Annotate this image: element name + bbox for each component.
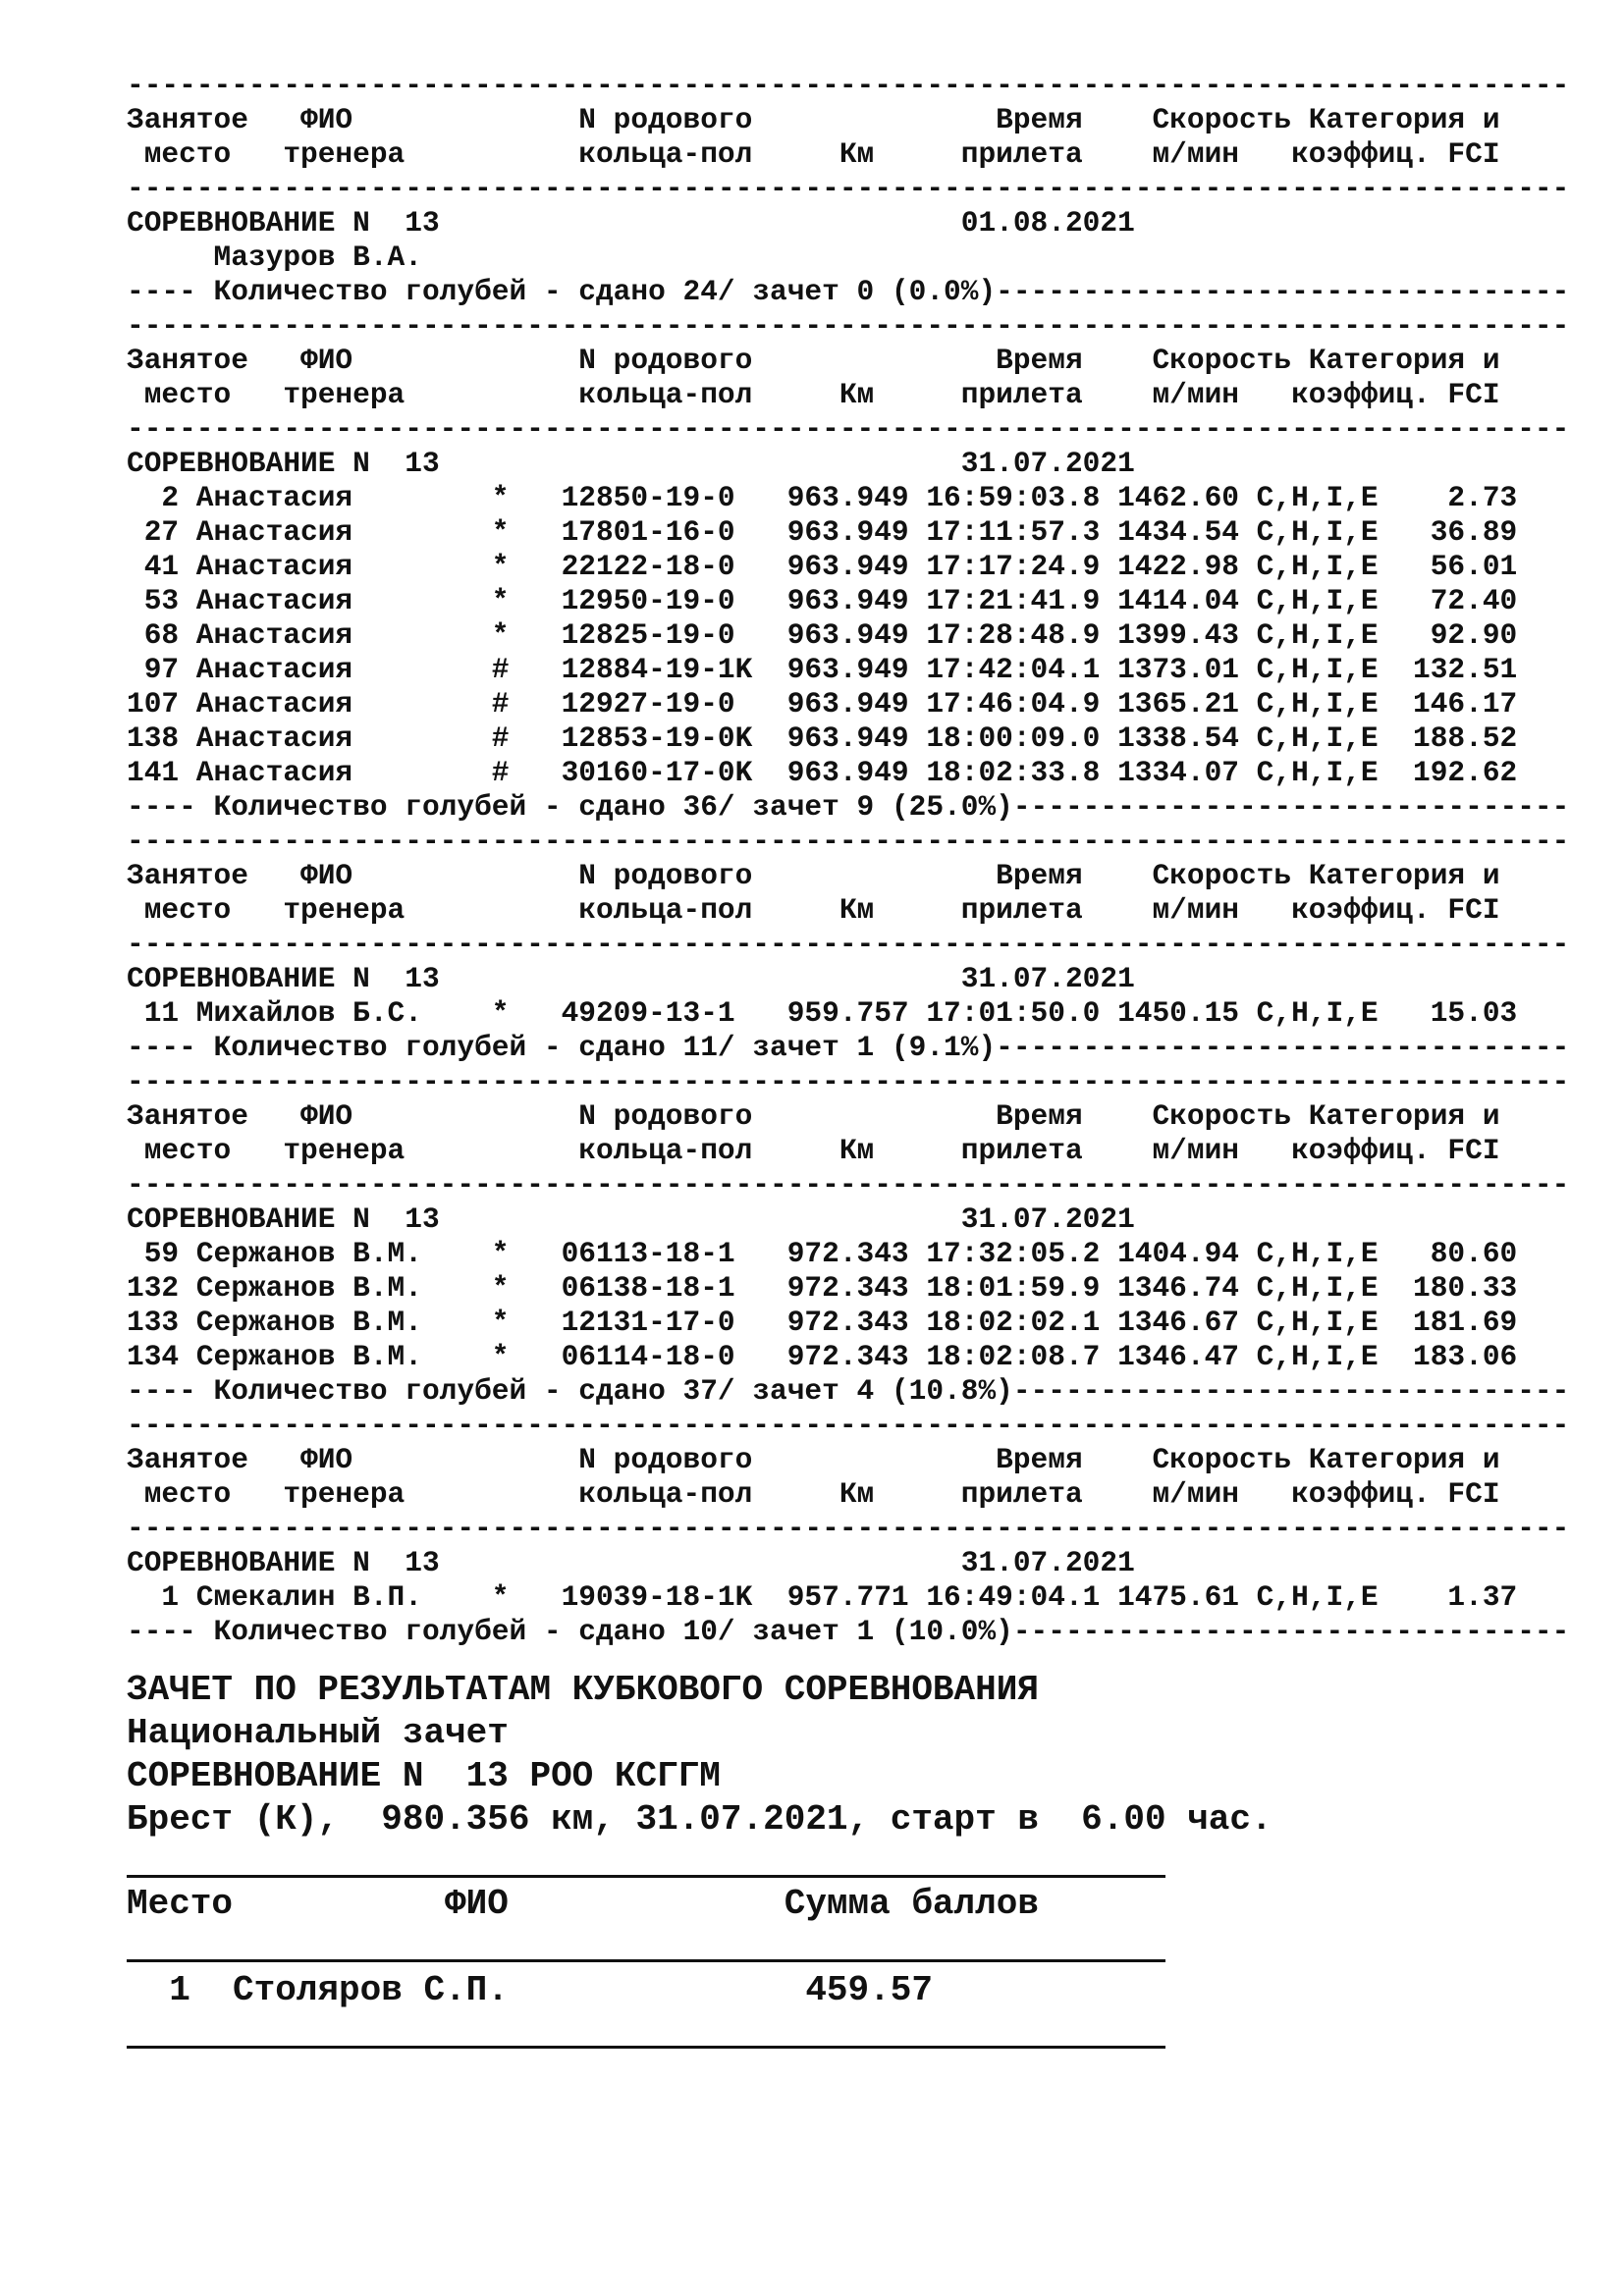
separator-line: ----------------------------------------------------------------------------------- — [127, 1512, 1570, 1545]
table-bottom-rule — [127, 2046, 1165, 2049]
column-header-line-1: Занятое ФИО N родового Время Скорость Категория и — [127, 103, 1500, 136]
pigeon-count-summary: ---- Количество голубей - сдано 24/ зачет 0 (0.0%)--------------------------------- — [127, 275, 1570, 308]
separator-line: ----------------------------------------------------------------------------------- — [127, 825, 1570, 858]
results-document — [127, 69, 1599, 1649]
pigeon-count-summary: ---- Количество голубей - сдано 37/ зачет 4 (10.8%)-------------------------------- — [127, 1374, 1570, 1408]
result-row: 68 Анастасия * 12825-19-0 963.949 17:28:48.9 1399.43 C,H,I,E 92.90 — [127, 618, 1518, 652]
column-header-line-2: место тренера кольца-пол Км прилета м/мин коэффиц. FCI — [127, 893, 1500, 927]
result-row: 59 Сержанов В.М. * 06113-18-1 972.343 17:32:05.2 1404.94 C,H,I,E 80.60 — [127, 1237, 1518, 1270]
column-header-line-2: место тренера кольца-пол Км прилета м/мин коэффиц. FCI — [127, 137, 1500, 171]
competition-line: СОРЕВНОВАНИЕ N 13 01.08.2021 — [127, 206, 1135, 240]
cup-summary — [127, 1669, 1272, 2097]
table-header-rule — [127, 1959, 1165, 1962]
competition-line: СОРЕВНОВАНИЕ N 13 31.07.2021 — [127, 447, 1135, 480]
result-row: 134 Сержанов В.М. * 06114-18-0 972.343 18:02:08.7 1346.47 C,H,I,E 183.06 — [127, 1340, 1518, 1373]
pigeon-count-summary: ---- Количество голубей - сдано 36/ зачет 9 (25.0%)-------------------------------- — [127, 790, 1570, 824]
result-row: 132 Сержанов В.М. * 06138-18-1 972.343 18:01:59.9 1346.74 C,H,I,E 180.33 — [127, 1271, 1518, 1305]
column-header-line-2: место тренера кольца-пол Км прилета м/мин коэффиц. FCI — [127, 378, 1500, 411]
column-header-line-1: Занятое ФИО N родового Время Скорость Категория и — [127, 1443, 1500, 1476]
column-header-line-1: Занятое ФИО N родового Время Скорость Категория и — [127, 344, 1500, 377]
cup-details: Брест (К), 980.356 км, 31.07.2021, старт в 6.00 час. — [127, 1799, 1272, 1840]
result-row: Мазуров В.А. — [127, 240, 422, 274]
pigeon-count-summary: ---- Количество голубей - сдано 11/ зачет 1 (9.1%)--------------------------------- — [127, 1031, 1570, 1064]
competition-line: СОРЕВНОВАНИЕ N 13 31.07.2021 — [127, 1546, 1135, 1579]
column-header-line-2: место тренера кольца-пол Км прилета м/мин коэффиц. FCI — [127, 1477, 1500, 1511]
separator-line: ----------------------------------------------------------------------------------- — [127, 928, 1570, 961]
separator-line: ----------------------------------------------------------------------------------- — [127, 1168, 1570, 1201]
result-row: 138 Анастасия # 12853-19-0K 963.949 18:00:09.0 1338.54 C,H,I,E 188.52 — [127, 721, 1518, 755]
separator-line: ----------------------------------------------------------------------------------- — [127, 309, 1570, 343]
cup-competition: СОРЕВНОВАНИЕ N 13 РОО КСГГМ — [127, 1756, 721, 1796]
separator-line: ----------------------------------------------------------------------------------- — [127, 69, 1570, 102]
separator-line: ----------------------------------------------------------------------------------- — [127, 1409, 1570, 1442]
result-row: 41 Анастасия * 22122-18-0 963.949 17:17:24.9 1422.98 C,H,I,E 56.01 — [127, 550, 1518, 583]
result-row: 2 Анастасия * 12850-19-0 963.949 16:59:03.8 1462.60 C,H,I,E 2.73 — [127, 481, 1518, 514]
result-row: 11 Михайлов Б.С. * 49209-13-1 959.757 17:01:50.0 1450.15 C,H,I,E 15.03 — [127, 996, 1518, 1030]
column-header-line-1: Занятое ФИО N родового Время Скорость Категория и — [127, 1099, 1500, 1133]
competition-line: СОРЕВНОВАНИЕ N 13 31.07.2021 — [127, 1202, 1135, 1236]
result-row: 53 Анастасия * 12950-19-0 963.949 17:21:41.9 1414.04 C,H,I,E 72.40 — [127, 584, 1518, 617]
cup-table-row: 1 Столяров С.П. 459.57 — [127, 1970, 933, 2010]
result-row: 27 Анастасия * 17801-16-0 963.949 17:11:57.3 1434.54 C,H,I,E 36.89 — [127, 515, 1518, 549]
cup-table-header: Место ФИО Сумма баллов — [127, 1884, 1039, 1924]
column-header-line-1: Занятое ФИО N родового Время Скорость Категория и — [127, 859, 1500, 892]
pigeon-count-summary: ---- Количество голубей - сдано 10/ зачет 1 (10.0%)-------------------------------- — [127, 1615, 1570, 1648]
separator-line: ----------------------------------------------------------------------------------- — [127, 412, 1570, 446]
competition-line: СОРЕВНОВАНИЕ N 13 31.07.2021 — [127, 962, 1135, 995]
table-top-rule — [127, 1875, 1165, 1878]
result-row: 97 Анастасия # 12884-19-1K 963.949 17:42:04.1 1373.01 C,H,I,E 132.51 — [127, 653, 1518, 686]
result-row: 133 Сержанов В.М. * 12131-17-0 972.343 18:02:02.1 1346.67 C,H,I,E 181.69 — [127, 1306, 1518, 1339]
result-row: 1 Смекалин В.П. * 19039-18-1K 957.771 16:49:04.1 1475.61 C,H,I,E 1.37 — [127, 1580, 1518, 1614]
result-row: 141 Анастасия # 30160-17-0K 963.949 18:02:33.8 1334.07 C,H,I,E 192.62 — [127, 756, 1518, 789]
result-row: 107 Анастасия # 12927-19-0 963.949 17:46:04.9 1365.21 C,H,I,E 146.17 — [127, 687, 1518, 721]
column-header-line-2: место тренера кольца-пол Км прилета м/мин коэффиц. FCI — [127, 1134, 1500, 1167]
cup-subtitle: Национальный зачет — [127, 1713, 509, 1753]
cup-title: ЗАЧЕТ ПО РЕЗУЛЬТАТАМ КУБКОВОГО СОРЕВНОВАНИЯ — [127, 1670, 1039, 1710]
separator-line: ----------------------------------------------------------------------------------- — [127, 1065, 1570, 1098]
separator-line: ----------------------------------------------------------------------------------- — [127, 172, 1570, 205]
